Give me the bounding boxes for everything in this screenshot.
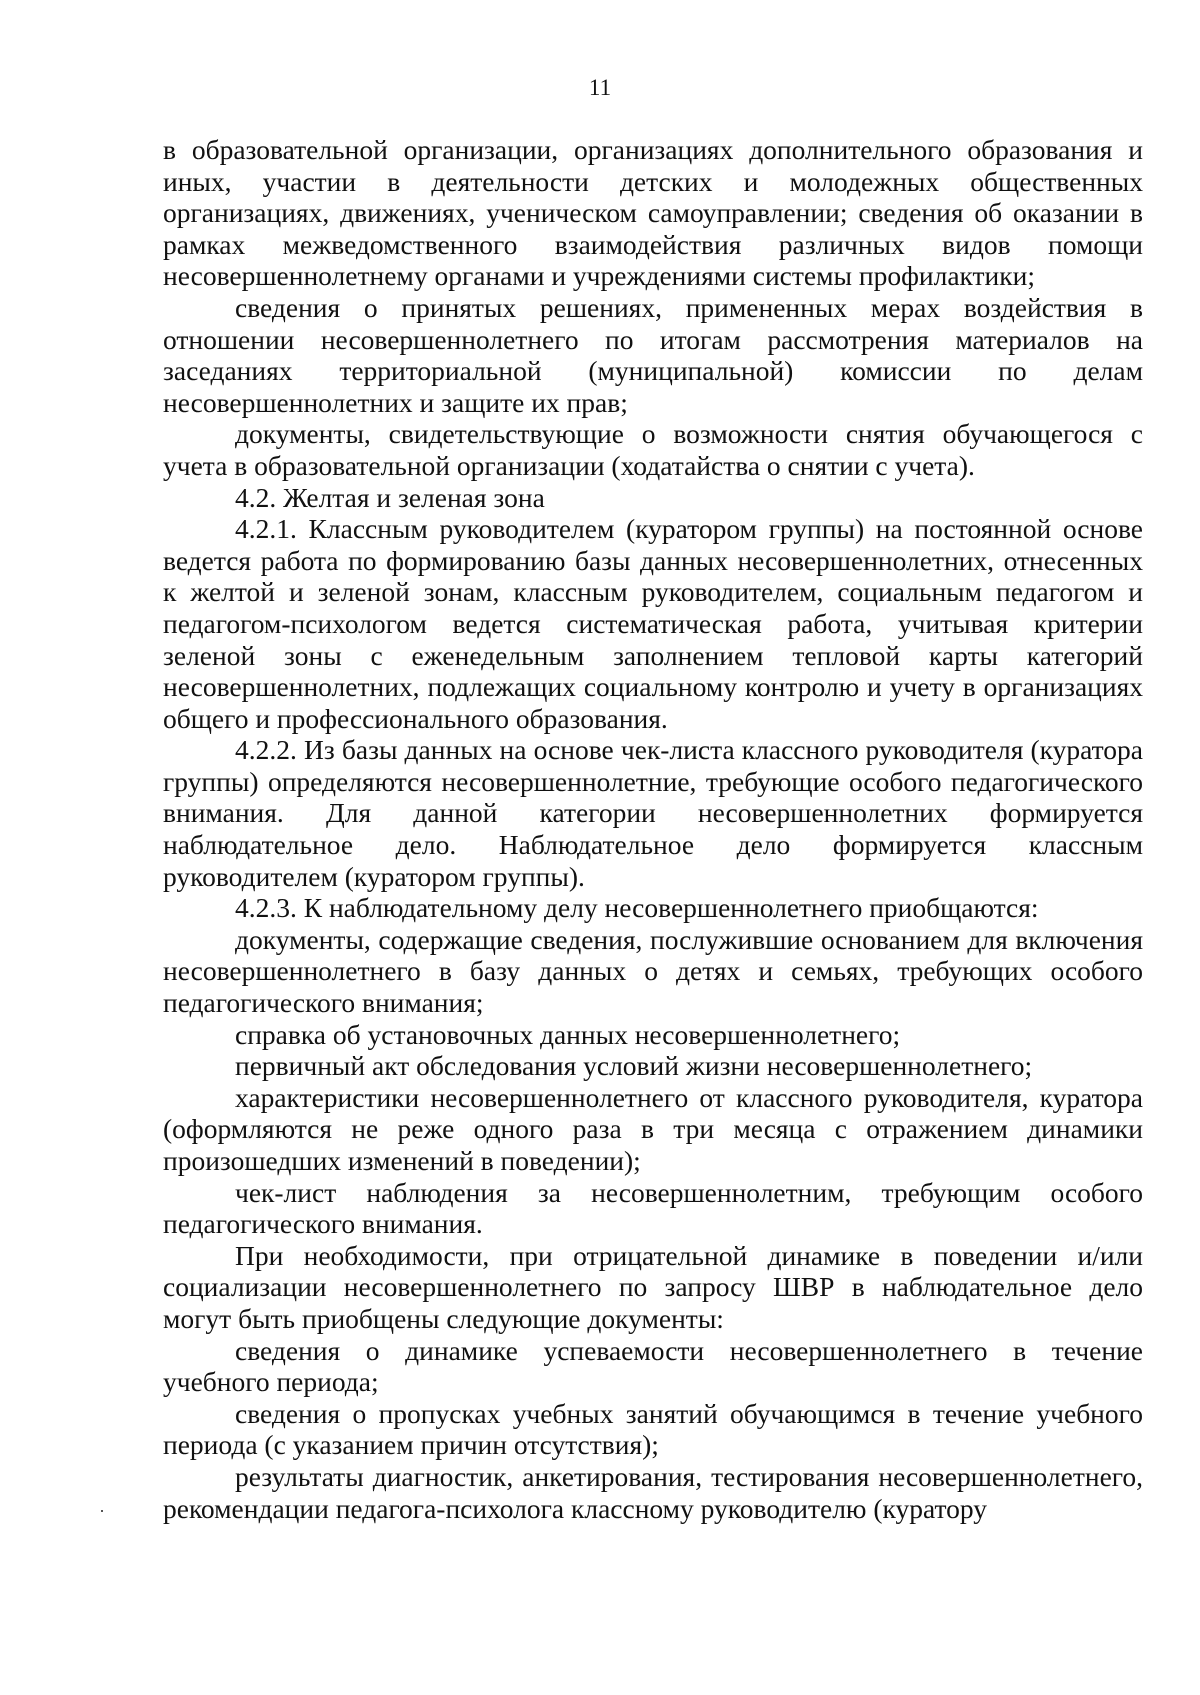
paragraph-organizations-continuation: в образовательной организации, организациях дополнительного образования и иных, участии в деятельности детских и молодежных общественных организациях, движениях, ученическом самоуправлении; сведения об оказании в рамках межведомственного взаимодействия различных видов помощи несовершеннолетнему органами и учреждениями системы профилактики; (163, 134, 1143, 292)
paragraph-4-2-3: 4.2.3. К наблюдательному делу несовершеннолетнего приобщаются: (235, 892, 1039, 924)
page-number: 11 (588, 75, 612, 100)
list-item-inspection-act: первичный акт обследования условий жизни несовершеннолетнего; (235, 1050, 1033, 1082)
document-body (163, 134, 1143, 1524)
list-item-reference: справка об установочных данных несовершеннолетнего; (235, 1018, 901, 1050)
scan-speck (101, 1510, 103, 1512)
paragraph-4-2-1: 4.2.1. Классным руководителем (куратором группы) на постоянной основе ведется работа по формированию базы данных несовершеннолетних, отнесенных к желтой и зеленой зонам, классным руководителем, социальным педагогом и педагогом-психологом ведется систематическая работа, учитывая критерии зеленой зоны с еженедельным заполнением тепловой карты категорий несовершеннолетних, подлежащих социальному контролю и учету в организациях общего и профессионального образования. (163, 513, 1143, 734)
list-item-documents-grounds: документы, содержащие сведения, послужившие основанием для включения несовершеннолетнего в базу данных о детях и семьях, требующих особого педагогического внимания; (163, 923, 1143, 1019)
list-item-absences: сведения о пропусках учебных занятий обучающимся в течение учебного периода (с указанием причин отсутствия); (163, 1397, 1143, 1461)
paragraph-deregistration-documents: документы, свидетельствующие о возможности снятия обучающегося с учета в образовательной организации (ходатайства о снятии с учета). (163, 418, 1143, 481)
paragraph-commission-decisions: сведения о принятых решениях, примененных мерах воздействия в отношении несовершеннолетнего по итогам рассмотрения материалов на заседаниях территориальной (муниципальной) комиссии по делам несовершеннолетних и защите их прав; (163, 291, 1143, 418)
paragraph-if-necessary: При необходимости, при отрицательной динамике в поведении и/или социализации несовершеннолетнего по запросу ШВР в наблюдательное дело могут быть приобщены следующие документы: (163, 1239, 1143, 1334)
list-item-performance: сведения о динамике успеваемости несовершеннолетнего в течение учебного периода; (163, 1334, 1143, 1398)
list-item-checklist: чек-лист наблюдения за несовершеннолетним, требующим особого педагогического внимания. (163, 1176, 1143, 1240)
paragraph-4-2-2: 4.2.2. Из базы данных на основе чек-листа классного руководителя (куратора группы) определяются несовершеннолетние, требующие особого педагогического внимания. Для данной категории несовершеннолетних формируется наблюдательное дело. Наблюдательное дело формируется классным руководителем (куратором группы). (163, 734, 1143, 892)
list-item-diagnostics: результаты диагностик, анкетирования, тестирования несовершеннолетнего, рекомендации педагога-психолога классному руководителю (куратору (163, 1460, 1143, 1524)
section-heading-4-2: 4.2. Желтая и зеленая зона (235, 481, 545, 513)
list-item-characteristics: характеристики несовершеннолетнего от классного руководителя, куратора (оформляются не реже одного раза в три месяца с отражением динамики произошедших изменений в поведении); (163, 1081, 1143, 1176)
